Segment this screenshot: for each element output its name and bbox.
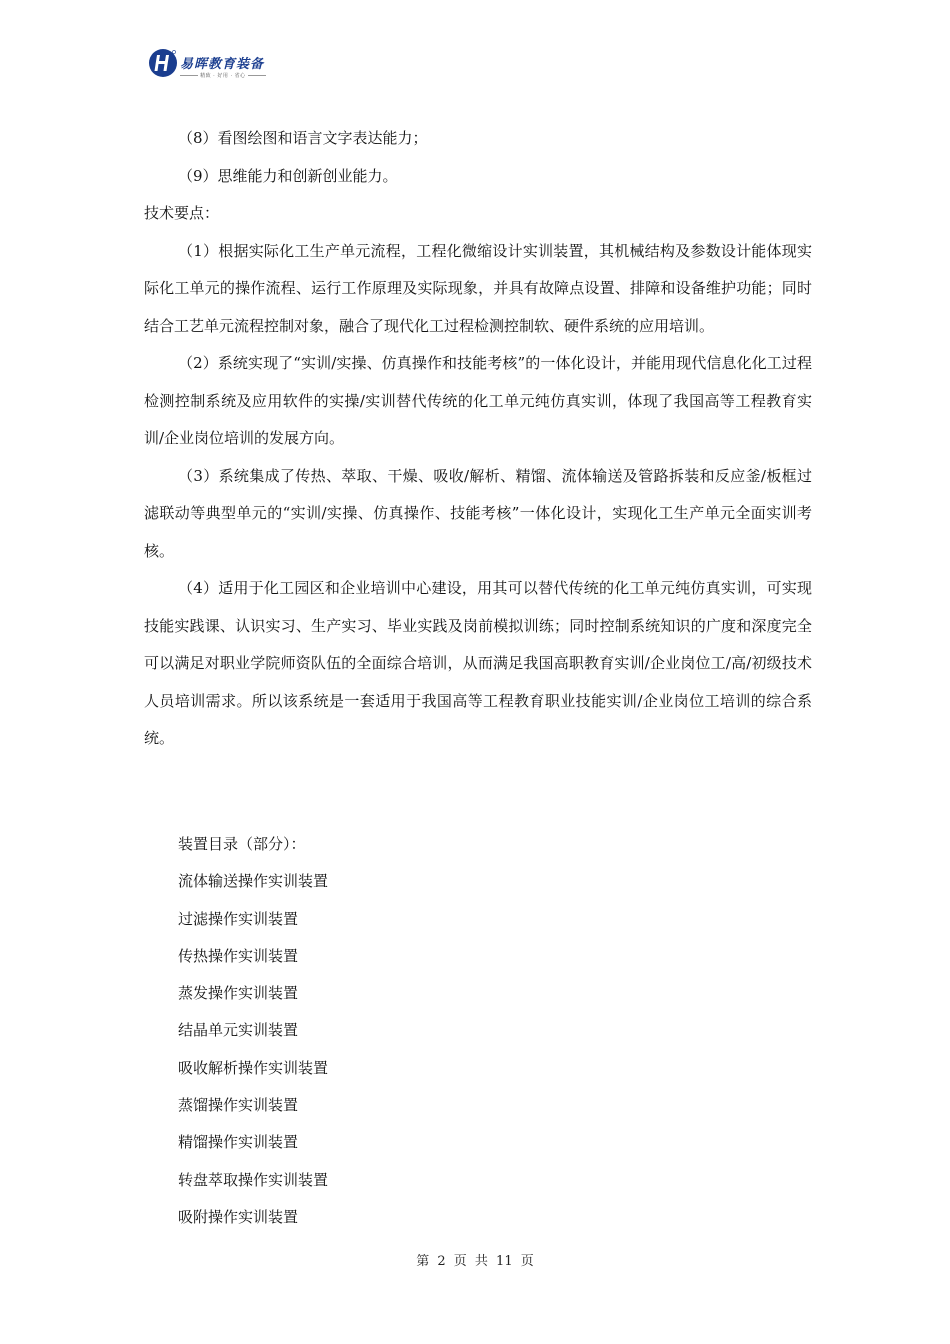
catalog-item: 精馏操作实训装置 — [178, 1133, 299, 1152]
catalog-item: 吸附操作实训装置 — [178, 1207, 299, 1226]
catalog-item: 转盘萃取操作实训装置 — [178, 1170, 329, 1189]
tech-point-4: （4）适用于化工园区和企业培训中心建设，用其可以替代传统的化工单元纯仿真实训，可实现技能实践课、认识实习、生产实习、毕业实践及岗前模拟训练；同时控制系统知识的广度和深度完全可以满足对职业学院师资队伍的全面综合培训，从而满足我国高职教育实训/企业岗位工/高/初级技术人员培训需求。所以该系统是一套适用于我国高等工程教育职业技能实训/企业岗位工培训的综合系统。 — [144, 579, 812, 747]
catalog-item: 结晶单元实训装置 — [178, 1021, 299, 1040]
slogan-rule-left — [180, 75, 198, 76]
page-number-footer: 第 2 页 共 11 页 — [416, 1254, 534, 1269]
logo-slogan — [180, 72, 266, 79]
document-body — [144, 120, 812, 758]
catalog-heading: 装置目录（部分）： — [178, 835, 306, 853]
tech-points-heading: 技术要点： — [144, 204, 220, 222]
catalog-item: 吸收解析操作实训装置 — [178, 1058, 329, 1077]
tech-point-3: （3）系统集成了传热、萃取、干燥、吸收/解析、精馏、流体输送及管路拆装和反应釜/板框过滤联动等典型单元的“实训/实操、仿真操作、技能考核”一体化设计，实现化工生产单元全面实训考核。 — [144, 466, 812, 560]
ability-item-9: （9）思维能力和创新创业能力。 — [178, 166, 398, 185]
catalog-item: 蒸发操作实训装置 — [178, 984, 299, 1003]
catalog-item: 流体输送操作实训装置 — [178, 872, 329, 891]
tech-point-2: （2）系统实现了“实训/实操、仿真操作和技能考核”的一体化设计，并能用现代信息化化工过程检测控制系统及应用软件的实操/实训替代传统的化工单元纯仿真实训，体现了我国高等工程教育实训/企业岗位培训的发展方向。 — [144, 354, 812, 447]
catalog-item: 过滤操作实训装置 — [178, 909, 299, 928]
logo-slogan-text: 精致 · 好用 · 省心 — [200, 73, 246, 79]
logo-company-name: 易晖教育装备 — [180, 57, 265, 72]
company-logo — [148, 48, 298, 90]
tech-point-1: （1）根据实际化工生产单元流程，工程化微缩设计实训装置，其机械结构及参数设计能体现实际化工单元的操作流程、运行工作原理及实际现象，并具有故障点设置、排障和设备维护功能；同时结合工艺单元流程控制对象，融合了现代化工过程检测控制软、硬件系统的应用培训。 — [144, 241, 812, 335]
catalog-item: 传热操作实训装置 — [178, 946, 299, 965]
catalog-item: 蒸馏操作实训装置 — [178, 1096, 299, 1115]
slogan-rule-right — [248, 75, 266, 76]
letter-h-circle-logo-icon — [148, 48, 178, 78]
ability-item-8: （8）看图绘图和语言文字表达能力； — [178, 129, 428, 147]
equipment-catalog — [178, 826, 328, 1236]
